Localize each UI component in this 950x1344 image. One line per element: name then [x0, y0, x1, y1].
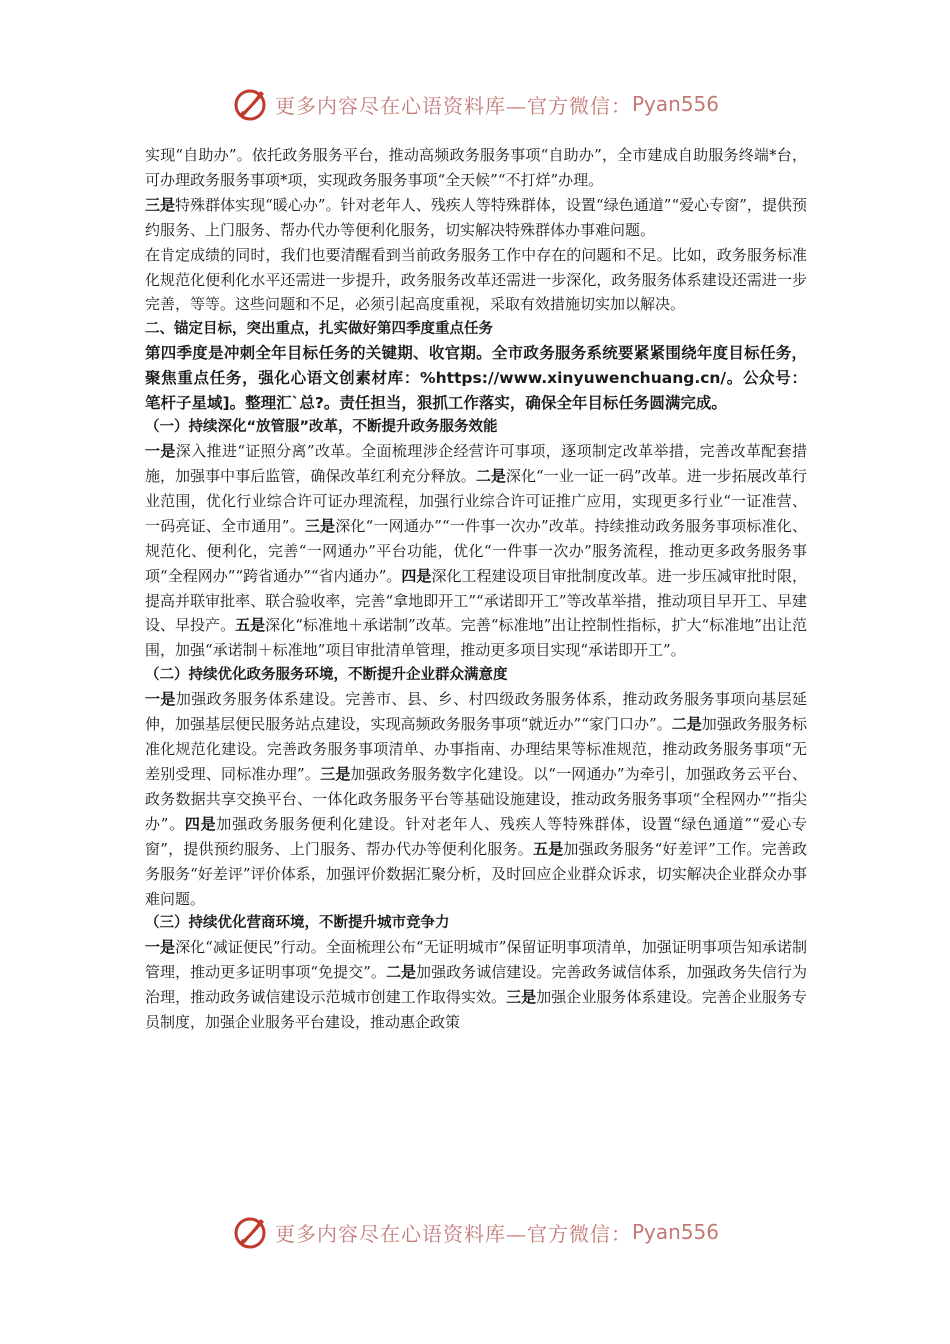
quill-pen-icon — [231, 85, 269, 123]
subsection-heading: （一）持续深化“放管服”改革，不断提升政务服务效能 — [145, 419, 498, 436]
paragraph: 实现“自助办”。依托政务服务平台，推动高频政务服务事项“自助办”，全市建成自助服务终端*台，可办理政务服务事项*项，实现政务服务事项“全天候”“不打烊”办理。 — [145, 146, 807, 189]
watermark-text: 更多内容尽在心语资料库—官方微信： — [274, 1221, 632, 1246]
paragraph: 在肯定成绩的同时，我们也要清醒看到当前政务服务工作中存在的问题和不足。比如，政务服务标准化规范化便利化水平还需进一步提升，政务服务改革还需进一步深化，政务服务体系建设还需进一步完善，等等。这些问题和不足，必须引起高度重视，采取有效措施切实加以解决。 — [145, 245, 807, 314]
watermark-wechat-id: Pyan556 — [631, 92, 719, 116]
watermark-banner-top — [0, 82, 950, 126]
paragraph: 一是加强政务服务体系建设。完善市、县、乡、村四级政务服务体系，推动政务服务事项向基层延伸，加强基层便民服务站点建设，实现高频政务服务事项“就近办”“家门口办”。二是加强政务服务标准化规范化建设。完善政务服务事项清单、办事指南、办理结果等标准规范，推动政务服务事项“无差别受理、同标准办理”。三是加强政务服务数字化建设。以“一网通办”为牵引，加强政务云平台、政务数据共享交换平台、一体化政务服务平台等基础设施建设，推动政务服务事项“全程网办”“指尖办”。四是加强政务服务便利化建设。针对老年人、残疾人等特殊群体，设置“绿色通道”“爱心专窗”，提供预约服务、上门服务、帮办代办等便利化服务。五是加强政务服务“好差评”工作。完善政务服务“好差评”评价体系，加强评价数据汇聚分析，及时回应企业群众诉求，切实解决企业群众办事难问题。 — [145, 690, 808, 908]
section-heading: 二、锚定目标，突出重点，扎实做好第四季度重点任务 — [145, 321, 493, 338]
paragraph-bold: 第四季度是冲刺全年目标任务的关键期、收官期。全市政务服务系统要紧紧围绕年度目标任务，聚焦重点任务，强化心语文创素材库：%https://www.xinyuwenchuang.cn/。公众号：笔杆子星域]。整理汇`总?。责任担当，狠抓工作落实，确保全年目标任务圆满完成。 — [145, 344, 807, 412]
subsection-heading: （三）持续优化营商环境，不断提升城市竞争力 — [145, 915, 450, 932]
watermark-banner-bottom — [0, 1210, 950, 1254]
paragraph: 一是深入推进“证照分离”改革。全面梳理涉企经营许可事项，逐项制定改革举措，完善改革配套措施，加强事中事后监管，确保改革红利充分释放。二是深化“一业一证一码”改革。进一步拓展改革行业范围，优化行业综合许可证办理流程，加强行业综合许可证推广应用，实现更多行业“一证准营、一码亮证、全市通用”。三是深化“一网通办”“一件事一次办”改革。持续推动政务服务事项标准化、规范化、便利化，完善“一网通办”平台功能，优化“一件事一次办”服务流程，推动更多政务服务事项“全程网办”“跨省通办”“省内通办”。四是深化工程建设项目审批制度改革。进一步压减审批时限，提高并联审批率、联合验收率，完善“拿地即开工”“承诺即开工”等改革举措，推动项目早开工、早建设、早投产。五是深化“标准地＋承诺制”改革。完善“标准地”出让控制性指标，扩大“标准地”出让范围，加强“承诺制＋标准地”项目审批清单管理，推动更多项目实现“承诺即开工”。 — [145, 442, 807, 660]
watermark-text: 更多内容尽在心语资料库—官方微信： — [274, 93, 632, 118]
paragraph: 三是特殊群体实现“暖心办”。针对老年人、残疾人等特殊群体，设置“绿色通道”“爱心专窗”，提供预约服务、上门服务、帮办代办等便利化服务，切实解决特殊群体办事难问题。 — [145, 195, 807, 239]
quill-pen-icon — [231, 1213, 269, 1251]
watermark-wechat-id: Pyan556 — [631, 1220, 719, 1244]
paragraph: 一是深化“减证便民”行动。全面梳理公布“无证明城市”保留证明事项清单，加强证明事项告知承诺制管理，推动更多证明事项“免提交”。二是加强政务诚信建设。完善政务诚信体系，加强政务失信行为治理，推动政务诚信建设示范城市创建工作取得实效。三是加强企业服务体系建设。完善企业服务专员制度，加强企业服务平台建设，推动惠企政策 — [145, 938, 807, 1032]
document-body — [145, 143, 807, 1035]
subsection-heading: （二）持续优化政务服务环境，不断提升企业群众满意度 — [145, 667, 508, 684]
